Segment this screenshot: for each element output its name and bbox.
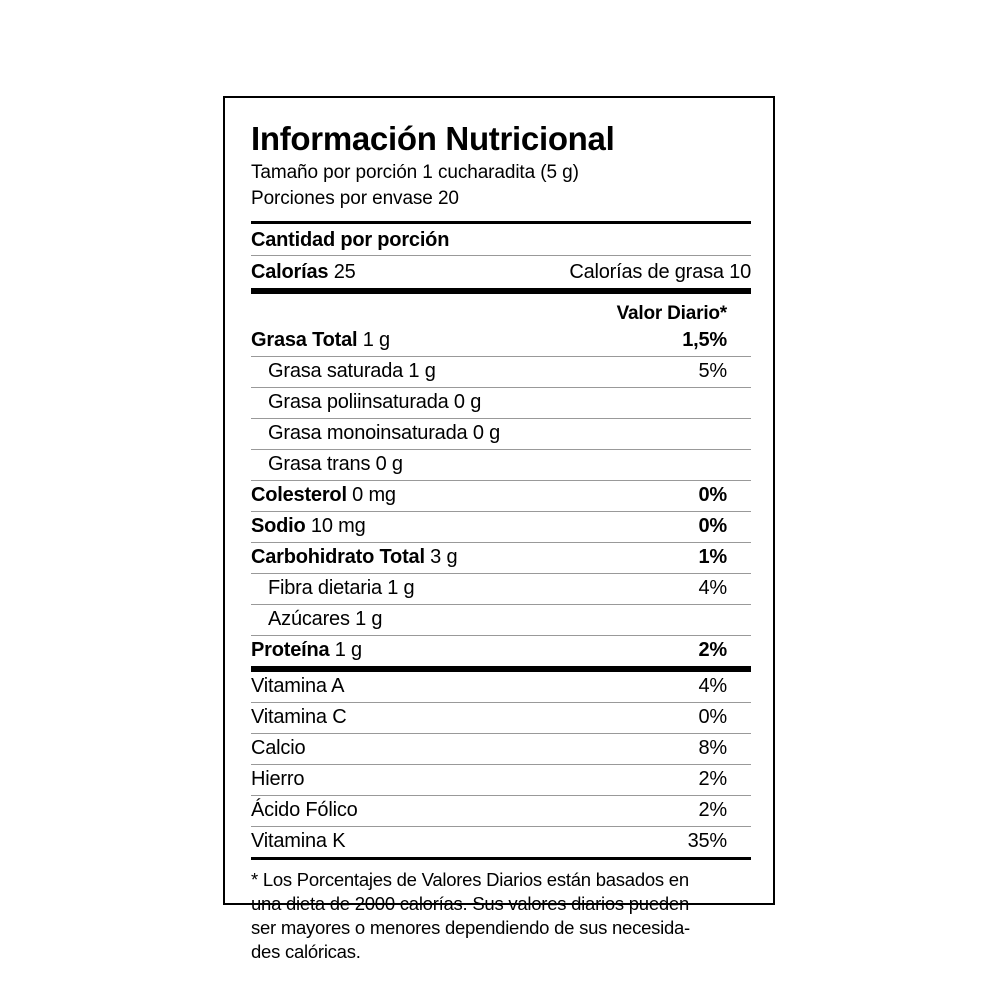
amount-per-serving-heading: Cantidad por porción: [251, 229, 450, 251]
nutrient-row: [251, 605, 751, 635]
nutrient-name: Carbohidrato Total 3 g: [251, 546, 458, 568]
vitamin-name: Hierro: [251, 768, 305, 790]
vitamin-daily-value: 2%: [698, 799, 727, 821]
serving-size-line: Tamaño por porción 1 cucharadita (5 g): [251, 162, 579, 183]
calories-label: Calorías 25: [251, 261, 356, 283]
nutrient-row: [251, 512, 751, 542]
footnote-line: ser mayores o menores dependiendo de sus necesida-: [251, 917, 690, 938]
nutrient-amount: 0 mg: [352, 484, 396, 506]
nutrient-amount: 0 g: [375, 453, 403, 475]
nutrient-amount: 3 g: [430, 546, 458, 568]
nutrient-row: [251, 636, 751, 666]
nutrition-facts-content: [251, 120, 751, 964]
calories-from-fat: Calorías de grasa 10: [569, 261, 751, 283]
nutrient-row: [251, 357, 751, 387]
daily-value-heading: Valor Diario*: [616, 303, 727, 324]
vitamin-name: Calcio: [251, 737, 306, 759]
footnote: [251, 860, 749, 964]
nutrient-daily-value: 1%: [698, 546, 727, 568]
nutrient-row: [251, 481, 751, 511]
nutrient-name: Colesterol 0 mg: [251, 484, 396, 506]
nutrient-name: Grasa monoinsaturada 0 g: [268, 422, 501, 444]
nutrient-daily-value: 1,5%: [682, 329, 727, 351]
nutrient-daily-value: 0%: [698, 515, 727, 537]
nutrient-amount: 0 g: [453, 391, 482, 413]
nutrient-row: [251, 450, 751, 480]
nutrient-amount: 0 g: [472, 422, 501, 444]
vitamin-row: [251, 672, 751, 702]
vitamin-row: [251, 734, 751, 764]
vitamin-row: [251, 827, 751, 857]
nutrient-name: Sodio 10 mg: [251, 515, 366, 537]
nutrient-amount: 1 g: [362, 329, 390, 351]
nutrient-amount: 10 mg: [310, 515, 366, 537]
vitamin-name: Vitamina C: [251, 706, 347, 728]
spacer-above-amount-rule: [251, 212, 751, 221]
nutrient-amount: 1 g: [387, 577, 415, 599]
nutrient-daily-value: 2%: [698, 639, 727, 661]
vitamin-row: [251, 703, 751, 733]
nutrient-row: [251, 543, 751, 573]
vitamin-daily-value: 0%: [698, 706, 727, 728]
nutrient-row: [251, 419, 751, 449]
nutrient-daily-value: 0%: [698, 484, 727, 506]
nutrient-name: Fibra dietaria 1 g: [268, 577, 415, 599]
vitamin-row: [251, 765, 751, 795]
vitamin-name: Vitamina A: [251, 675, 345, 697]
nutrient-amount: 1 g: [408, 360, 436, 382]
nutrient-name: Grasa poliinsaturada 0 g: [268, 391, 482, 413]
nutrient-name: Grasa Total 1 g: [251, 329, 390, 351]
servings-per-container-line: Porciones por envase 20: [251, 188, 459, 209]
footnote-line: des calóricas.: [251, 941, 361, 962]
nutrient-daily-value: 5%: [698, 360, 727, 382]
nutrient-name: Proteína 1 g: [251, 639, 362, 661]
vitamin-rows: [251, 672, 751, 857]
vitamin-name: Vitamina K: [251, 830, 346, 852]
vitamin-name: Ácido Fólico: [251, 799, 358, 821]
nutrient-row: [251, 326, 751, 356]
nutrient-amount: 1 g: [355, 608, 383, 630]
nutrient-daily-value: 4%: [698, 577, 727, 599]
footnote-line: * Los Porcentajes de Valores Diarios están basados en: [251, 869, 689, 890]
vitamin-daily-value: 8%: [698, 737, 727, 759]
calories-value: 25: [333, 261, 356, 283]
vitamin-daily-value: 4%: [698, 675, 727, 697]
nutrition-facts-panel: [223, 96, 775, 962]
nutrient-name: Azúcares 1 g: [268, 608, 383, 630]
calories-row: [251, 256, 751, 288]
nutrient-row: [251, 574, 751, 604]
nutrient-name: Grasa saturada 1 g: [268, 360, 436, 382]
nutrient-amount: 1 g: [334, 639, 362, 661]
nutrient-rows: [251, 326, 751, 666]
page-title: Información Nutricional: [251, 120, 615, 157]
footnote-line: una dieta de 2000 calorías. Sus valores diarios pueden: [251, 893, 689, 914]
vitamin-row: [251, 796, 751, 826]
vitamin-daily-value: 2%: [698, 768, 727, 790]
vitamin-daily-value: 35%: [687, 830, 727, 852]
nutrient-name: Grasa trans 0 g: [268, 453, 403, 475]
nutrient-row: [251, 388, 751, 418]
